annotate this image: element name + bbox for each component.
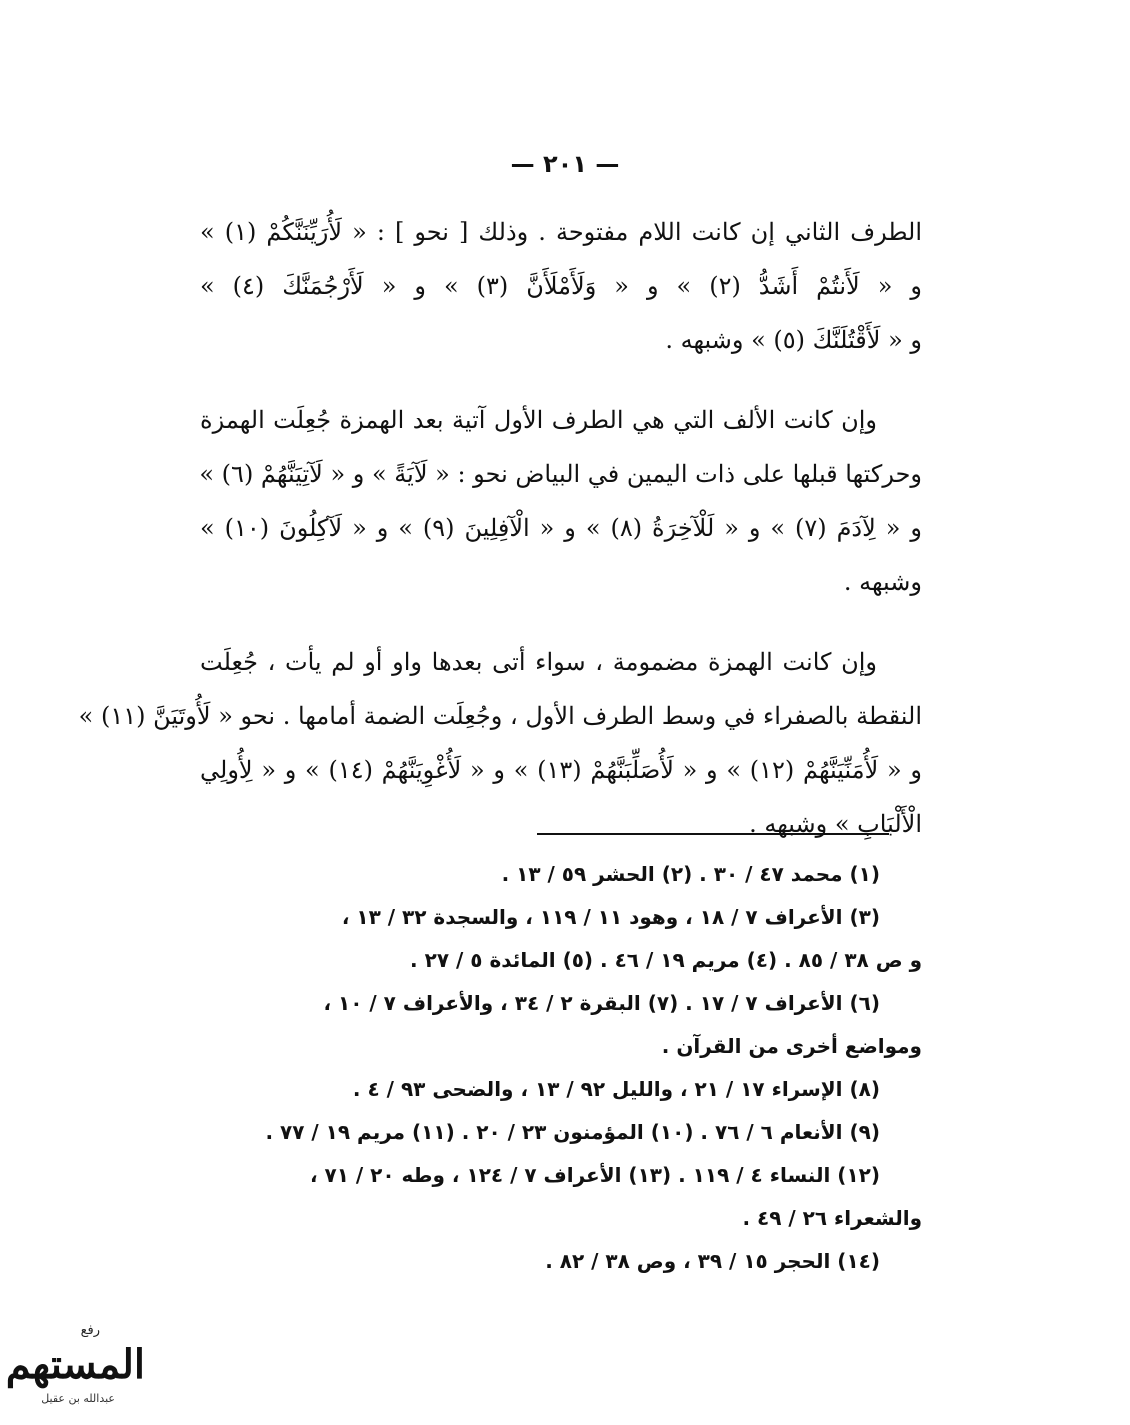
footnote-line: (١) محمد ٤٧ / ٣٠ . (٢) الحشر ٥٩ / ١٣ . — [501, 862, 880, 886]
footnote-line: ومواضع أخرى من القرآن . — [661, 1034, 922, 1058]
text-line: الطرف الثاني إن كانت اللام مفتوحة . وذلك [ نحو ] : « لَأُرَيِّنَنَّكُمْ (١) » — [200, 218, 922, 246]
footnotes — [200, 853, 922, 1283]
main-text — [78, 205, 923, 877]
text-line: و « لَأَقْتُلَنَّكَ (٥) » وشبهه . — [665, 326, 922, 354]
footnote-line: (١٤) الحجر ١٥ / ٣٩ ، وص ٣٨ / ٨٢ . — [545, 1249, 880, 1273]
watermark-logo — [5, 1316, 150, 1416]
text-line: وإن كانت الهمزة مضمومة ، سواء أتى بعدها واو أو لم يأت ، جُعِلَت — [200, 648, 877, 676]
footnote-line: والشعراء ٢٦ / ٤٩ . — [742, 1206, 922, 1230]
logo-top-text: رفع — [80, 1323, 100, 1338]
logo-sub-text: عبدالله بن عقيل — [41, 1392, 115, 1405]
footnote-line: (٨) الإسراء ١٧ / ٢١ ، والليل ٩٢ / ١٣ ، والضحى ٩٣ / ٤ . — [352, 1077, 880, 1101]
text-line: النقطة بالصفراء في وسط الطرف الأول ، وجُعِلَت الضمة أمامها . نحو « لَأُوتَيَنَّ (١١) » — [78, 702, 922, 730]
paragraph — [78, 635, 923, 851]
page-number: — ٢٠١ — — [510, 150, 620, 178]
paragraph — [200, 205, 922, 367]
footnote-line: (٣) الأعراف ٧ / ١٨ ، وهود ١١ / ١١٩ ، والسجدة ٣٢ / ١٣ ، — [341, 905, 880, 929]
text-line: الْأَلْبَابِ » وشبهه . — [749, 810, 922, 838]
footnote-line: (٩) الأنعام ٦ / ٧٦ . (١٠) المؤمنون ٢٣ / ٢٠ . (١١) مريم ١٩ / ٧٧ . — [265, 1120, 880, 1144]
footnote-line: (٦) الأعراف ٧ / ١٧ . (٧) البقرة ٢ / ٣٤ ، والأعراف ٧ / ١٠ ، — [323, 991, 880, 1015]
text-line: وإن كانت الألف التي هي الطرف الأول آتية بعد الهمزة جُعِلَت الهمزة — [200, 406, 877, 434]
text-line: و « لَأُمَنِّيَنَّهُمْ (١٢) » و « لَأُصَلِّبَنَّهُمْ (١٣) » و « لَأُغْوِيَنَّهُمْ (١٤) » و « لِأُولِي — [200, 756, 923, 784]
text-line: و « لِآدَمَ (٧) » و « لَلْآخِرَةُ (٨) » و « الْآفِلِينَ (٩) » و « لَآكِلُونَ (١٠) » — [200, 514, 922, 542]
text-line: وشبهه . — [843, 568, 922, 596]
paragraph — [200, 393, 922, 609]
footnote-line: (١٢) النساء ٤ / ١١٩ . (١٣) الأعراف ٧ / ١٢٤ ، وطه ٢٠ / ٧١ ، — [309, 1163, 880, 1187]
logo-main-text: المستهم — [5, 1341, 145, 1388]
footnote-line: و ص ٣٨ / ٨٥ . (٤) مريم ١٩ / ٤٦ . (٥) المائدة ٥ / ٢٧ . — [410, 948, 922, 972]
text-line: و « لَأَنتُمْ أَشَدُّ (٢) » و « وَلَأَمْلَأَنَّ (٣) » و « لَأَرْجُمَنَّكَ (٤) » — [200, 272, 922, 300]
footnote-divider — [537, 833, 889, 835]
text-line: وحركتها قبلها على ذات اليمين في البياض نحو : « لَآيَةً » و « لَآتِيَنَّهُمْ (٦) » — [199, 460, 922, 488]
